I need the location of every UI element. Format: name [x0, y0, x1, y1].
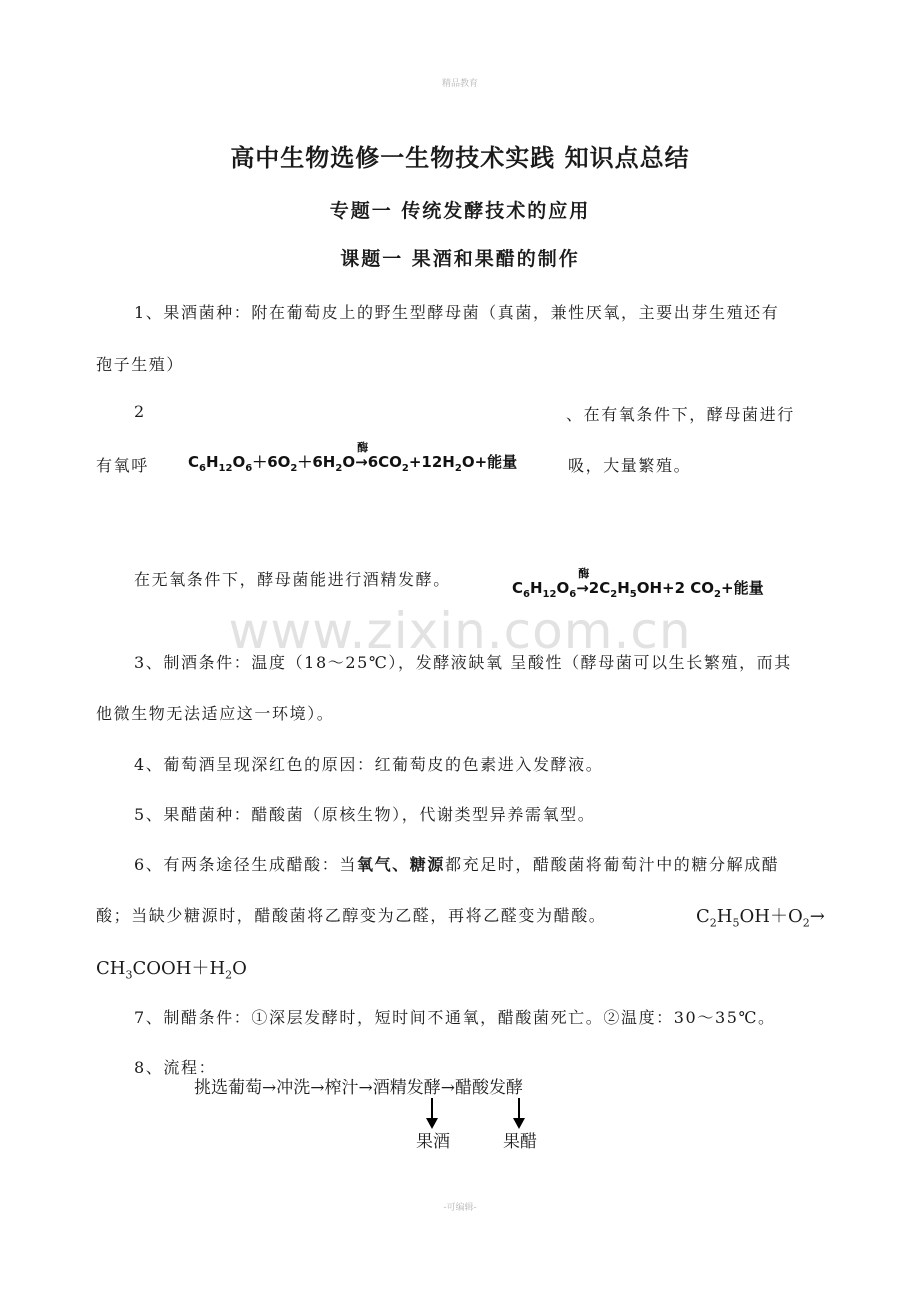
paragraph-2-text-left-2: 有氧呼 [96, 456, 149, 475]
paragraph-7-line-1: 6、有两条途径生成醋酸：当氧气、糖源都充足时，醋酸菌将葡萄汁中的糖分解成醋 [134, 855, 780, 874]
page-header: 精品教育 [441, 79, 478, 89]
process-flow [194, 1073, 523, 1098]
paragraph-7-line-2: 酸；当缺少糖源时，醋酸菌将乙醇变为乙醛，再将乙醛变为醋酸。 [96, 906, 607, 925]
paragraph-5: 4、葡萄酒呈现深红色的原因：红葡萄皮的色素进入发酵液。 [134, 755, 604, 774]
flow-arrow-icon: → [310, 1078, 325, 1098]
flow-step-4: 酒精发酵 [372, 1078, 441, 1098]
flow-arrow-icon: → [358, 1078, 373, 1098]
paragraph-4-line-2: 他微生物无法适应这一环境）。 [96, 704, 335, 723]
page-footer: -可编辑- [443, 1203, 477, 1213]
down-arrow-icon [424, 1098, 440, 1130]
paragraph-1-line-1: 1、果酒菌种：附在葡萄皮上的野生型酵母菌（真菌，兼性厌氧，主要出芽生殖还有 [134, 303, 780, 322]
paragraph-4-line-1: 3、制酒条件：温度（18～25℃），发酵液缺氧 呈酸性（酵母菌可以生长繁殖，而其 [134, 653, 792, 672]
down-arrow-icon [511, 1098, 527, 1130]
flow-step-2: 冲洗 [276, 1078, 311, 1098]
flow-arrow-icon: → [262, 1078, 277, 1098]
flow-step-1: 挑选葡萄 [194, 1078, 262, 1098]
document-title: 高中生物选修一生物技术实践 知识点总结 [230, 143, 690, 172]
enzyme-label: 酶 [357, 441, 369, 454]
flow-step-5: 醋酸发酵 [455, 1078, 523, 1098]
paragraph-9: 8、流程： [134, 1058, 217, 1077]
flow-product-vinegar: 果醋 [503, 1132, 537, 1152]
paragraph-2-text-right-1: 、在有氧条件下，酵母菌进行 [566, 405, 795, 424]
flow-step-3: 榨汁 [324, 1078, 359, 1098]
section-title: 专题一 传统发酵技术的应用 [329, 200, 591, 222]
alcohol-fermentation-equation: $C_6H_{12}O_6$ 酶 $\to 2C_2H_5OH+2$ $CO_2+$能量 [512, 567, 764, 600]
reaction-arrow: 酶 → [576, 567, 590, 597]
paragraph-1-line-2: 孢子生殖） [96, 355, 185, 374]
paragraph-2-text-right-2: 吸，大量繁殖。 [568, 456, 692, 475]
enzyme-label: 酶 [578, 567, 590, 580]
reaction-arrow: 酶 → [355, 441, 369, 471]
acetic-equation-part-1: $C_2H_5OH+O_2\to$ [696, 906, 825, 930]
key-terms: 氧气、糖源 [356, 855, 445, 874]
acetic-equation-part-2: $CH_3COOH+H_2O$ [96, 958, 247, 982]
paragraph-6: 5、果醋菌种：醋酸菌（原核生物），代谢类型异养需氧型。 [134, 805, 596, 824]
watermark: www.zixin.com.cn [228, 602, 692, 660]
aerobic-respiration-equation: $C_6H_{12}O_6+6O_2+6H_2O$ 酶 $\to 6CO_2+12H_2O+$能量 [188, 441, 518, 474]
paragraph-2-number: 2 [134, 402, 146, 421]
flow-arrow-icon: → [440, 1078, 455, 1098]
paragraph-8: 7、制醋条件：①深层发酵时，短时间不通氧，醋酸菌死亡。②温度：30～35℃。 [134, 1008, 776, 1027]
flow-product-wine: 果酒 [416, 1132, 450, 1152]
lesson-title: 课题一 果酒和果醋的制作 [340, 248, 580, 270]
paragraph-3: 在无氧条件下，酵母菌能进行酒精发酵。 [134, 570, 451, 589]
